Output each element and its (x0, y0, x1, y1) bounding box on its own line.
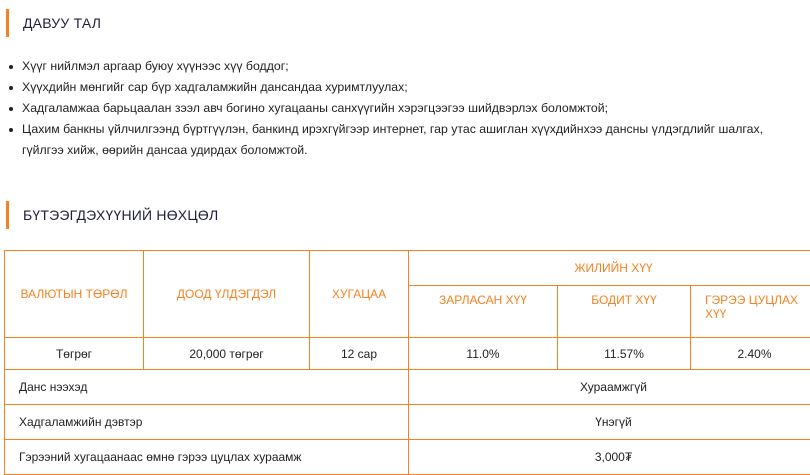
cell-term: 12 сар (310, 338, 409, 370)
row-value: Үнэгүй (409, 405, 810, 440)
advantages-title: ДАВУУ ТАЛ (6, 9, 101, 37)
advantage-item: Хадгаламжаа барьцаалан зээл авч богино хугацааны санхүүгийн хэрэгцээгээ шийдвэрлэх боломжтой; (8, 98, 803, 119)
cell-early-termination-rate: 2.40% (691, 338, 810, 370)
table-row (5, 440, 810, 475)
advantage-item: Хүүг нийлмэл аргаар буюу хүүнээс хүү боддог; (8, 56, 803, 77)
cell-announced-rate: 11.0% (409, 338, 558, 370)
header-announced-rate: ЗАРЛАСАН ХҮҮ (409, 286, 558, 338)
row-label: Гэрээний хугацаанаас өмнө гэрээ цуцлах хураамж (5, 440, 409, 475)
cell-currency: Төгрөг (5, 338, 144, 370)
header-currency-type: ВАЛЮТЫН ТӨРӨЛ (5, 251, 144, 338)
header-effective-rate: БОДИТ ХҮҮ (558, 286, 691, 338)
table-row (5, 405, 810, 440)
header-term: ХУГАЦАА (310, 251, 409, 338)
row-label: Данс нээхэд (5, 370, 409, 405)
conditions-table (4, 250, 810, 475)
header-annual-rate: ЖИЛИЙН ХҮҮ (409, 251, 810, 286)
conditions-title: БҮТЭЭГДЭХҮҮНИЙ НӨХЦӨЛ (6, 201, 218, 229)
advantage-item: Хүүхдийн мөнгийг сар бүр хадгаламжийн дансандаа хуримтлуулах; (8, 77, 803, 98)
row-value: 3,000₮ (409, 440, 810, 475)
table-row (5, 370, 810, 405)
header-early-termination-rate: ГЭРЭЭ ЦУЦЛАХ ХҮҮ (691, 286, 810, 338)
cell-min-balance: 20,000 төгрөг (144, 338, 310, 370)
row-value: Хураамжгүй (409, 370, 810, 405)
advantages-list (8, 56, 803, 161)
header-min-balance: ДООД ҮЛДЭГДЭЛ (144, 251, 310, 338)
advantage-item: Цахим банкны үйлчилгээнд бүртгүүлэн, банкинд ирэхгүйгээр интернет, гар утас ашиглан хүүхдийнхээ дансны үлдэгдлийг шалгах, гүйлгээ хийж, өөрийн дансаа удирдах боломжтой. (8, 119, 803, 161)
table-row (5, 338, 810, 370)
row-label: Хадгаламжийн дэвтэр (5, 405, 409, 440)
cell-effective-rate: 11.57% (558, 338, 691, 370)
